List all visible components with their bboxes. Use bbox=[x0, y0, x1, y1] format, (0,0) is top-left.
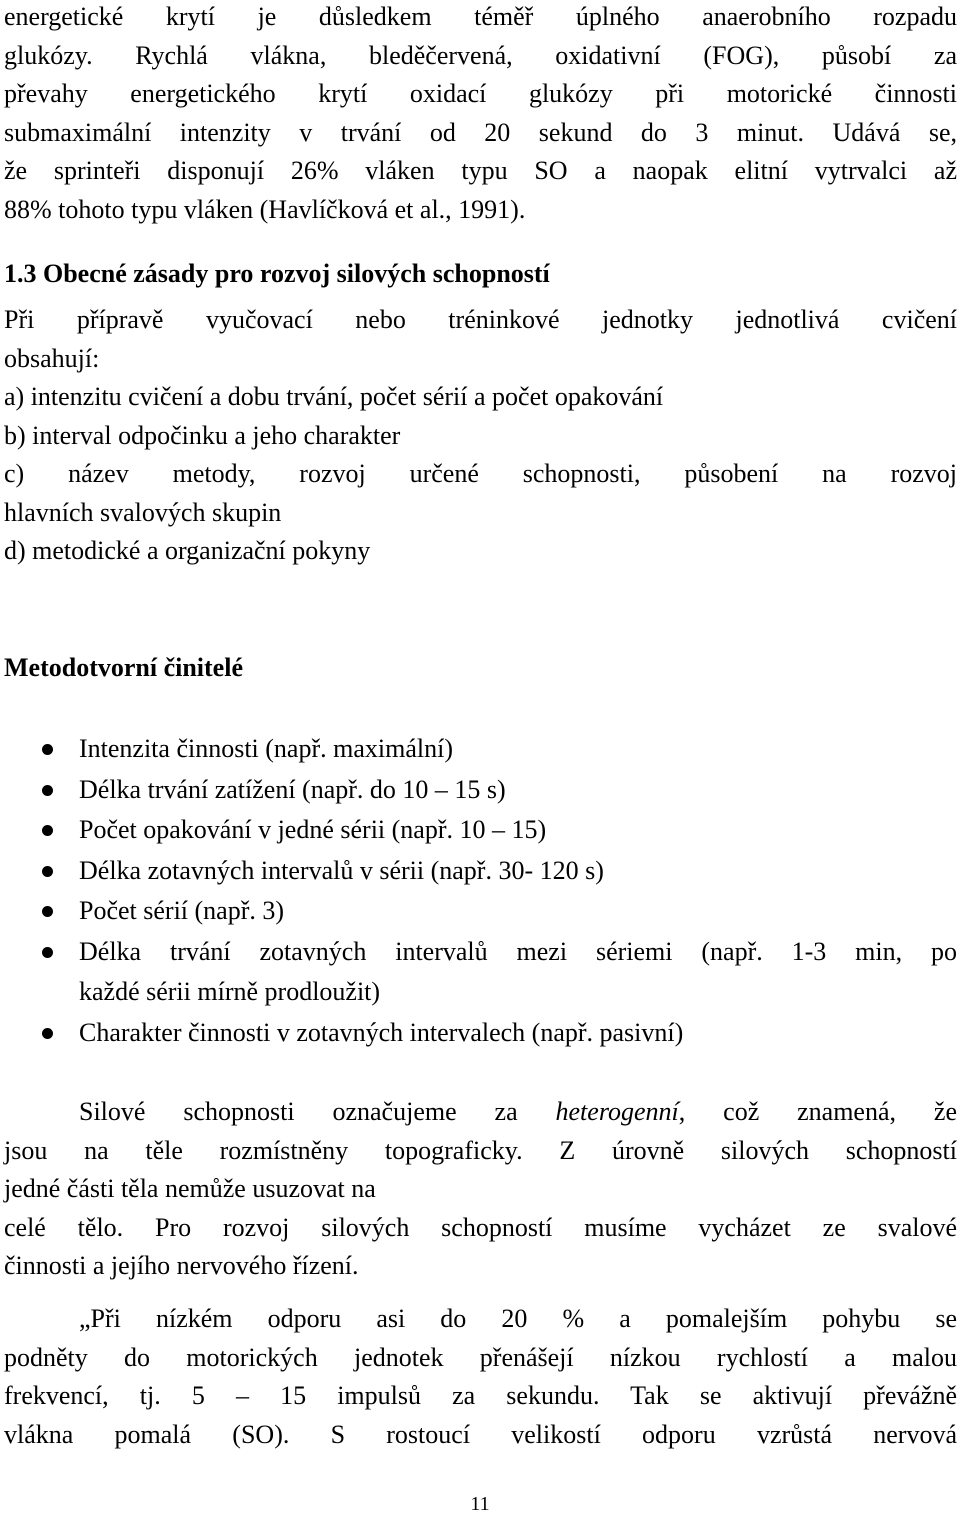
list-item-text: Počet opakování v jedné sérii (např. 10 – 15) bbox=[79, 815, 547, 844]
preparation-item-d: d) metodické a organizační pokyny bbox=[4, 536, 371, 565]
list-item-text: Charakter činnosti v zotavných intervalech (např. pasivní) bbox=[79, 1017, 684, 1047]
list-item-text: Délka trvání zatížení (např. do 10 – 15 s) bbox=[79, 774, 506, 804]
strength-line-4: celé tělo. Pro rozvoj silových schopností musíme vycházet ze svalové bbox=[4, 1212, 957, 1242]
preparation-item-c: c) název metody, rozvoj určené schopnosti, působení na rozvoj bbox=[4, 459, 957, 488]
list-item bbox=[0, 891, 957, 932]
bullet-icon bbox=[42, 825, 53, 836]
list-item-text-cont: každé sérii mírně prodloužit) bbox=[79, 977, 381, 1006]
bullet-icon bbox=[42, 906, 53, 917]
list-item-text: Délka trvání zotavných intervalů mezi sériemi (např. 1-3 min, po bbox=[79, 936, 957, 966]
strength-paragraph bbox=[4, 1093, 957, 1286]
strength-line-1 bbox=[4, 1093, 957, 1132]
factors-list bbox=[0, 729, 960, 1053]
strength-line-5: činnosti a jejího nervového řízení. bbox=[4, 1251, 359, 1280]
bullet-icon bbox=[42, 866, 53, 877]
factors-heading: Metodotvorní činitelé bbox=[4, 653, 243, 682]
bullet-icon bbox=[42, 1028, 53, 1039]
bullet-icon bbox=[42, 744, 53, 755]
section-heading: 1.3 Obecné zásady pro rozvoj silových schopností bbox=[4, 259, 550, 288]
list-item-text: Intenzita činnosti (např. maximální) bbox=[79, 734, 453, 763]
preparation-item-c-cont: hlavních svalových skupin bbox=[4, 497, 282, 527]
quote-line-1: „Při nízkém odporu asi do 20 % a pomalejším pohybu se bbox=[79, 1304, 957, 1333]
preparation-line-1: Při přípravě vyučovací nebo tréninkové jednotky jednotlivá cvičení bbox=[4, 305, 957, 334]
page-number: 11 bbox=[470, 1493, 490, 1515]
preparation-line-2: obsahují: bbox=[4, 343, 100, 373]
list-item-text: Počet sérií (např. 3) bbox=[79, 896, 285, 925]
strength-line-3: jedné části těla nemůže usuzovat na bbox=[4, 1174, 376, 1203]
quote-line-4: vlákna pomalá (SO). S rostoucí velikostí odporu vzrůstá nervová bbox=[4, 1419, 957, 1449]
intro-line-1: energetické krytí je důsledkem téměř úplného anaerobního rozpadu bbox=[4, 2, 957, 31]
strength-line-2: jsou na těle rozmístněny topograficky. Z úrovně silových schopností bbox=[4, 1135, 957, 1165]
strength-line-1-start: Silové schopnosti označujeme za bbox=[79, 1097, 556, 1126]
intro-line-3: převahy energetického krytí oxidací glukózy při motorické činnosti bbox=[4, 79, 957, 108]
strength-line-1-italic: heterogenní bbox=[555, 1097, 679, 1126]
intro-line-2: glukózy. Rychlá vlákna, bleděčervená, oxidativní (FOG), působí za bbox=[4, 40, 957, 70]
quote-line-2: podněty do motorických jednotek přenášejí nízkou rychlostí a malou bbox=[4, 1342, 957, 1372]
quote-line-3: frekvencí, tj. 5 – 15 impulsů za sekundu. Tak se aktivují převážně bbox=[4, 1381, 957, 1410]
bullet-icon bbox=[42, 947, 53, 958]
preparation-item-a: a) intenzitu cvičení a dobu trvání, počet sérií a počet opakování bbox=[4, 382, 664, 411]
list-item bbox=[0, 1013, 957, 1054]
list-item-text: Délka zotavných intervalů v sérii (např. 30- 120 s) bbox=[79, 855, 604, 885]
intro-line-5: že sprinteři disponují 26% vláken typu SO a naopak elitní vytrvalci až bbox=[4, 156, 957, 185]
preparation-paragraph bbox=[4, 301, 957, 571]
bullet-icon bbox=[42, 785, 53, 796]
list-item bbox=[0, 729, 957, 770]
preparation-item-b: b) interval odpočinku a jeho charakter bbox=[4, 420, 401, 450]
intro-paragraph bbox=[4, 0, 957, 229]
quote-paragraph bbox=[4, 1300, 957, 1454]
strength-line-1-end: , což znamená, že bbox=[678, 1097, 957, 1126]
list-item bbox=[0, 810, 957, 851]
intro-line-4: submaximální intenzity v trvání od 20 sekund do 3 minut. Udává se, bbox=[4, 117, 957, 147]
list-item bbox=[0, 770, 957, 811]
intro-line-6: 88% tohoto typu vláken (Havlíčková et al., 1991). bbox=[4, 194, 526, 224]
list-item bbox=[0, 932, 957, 1013]
list-item bbox=[0, 851, 957, 892]
